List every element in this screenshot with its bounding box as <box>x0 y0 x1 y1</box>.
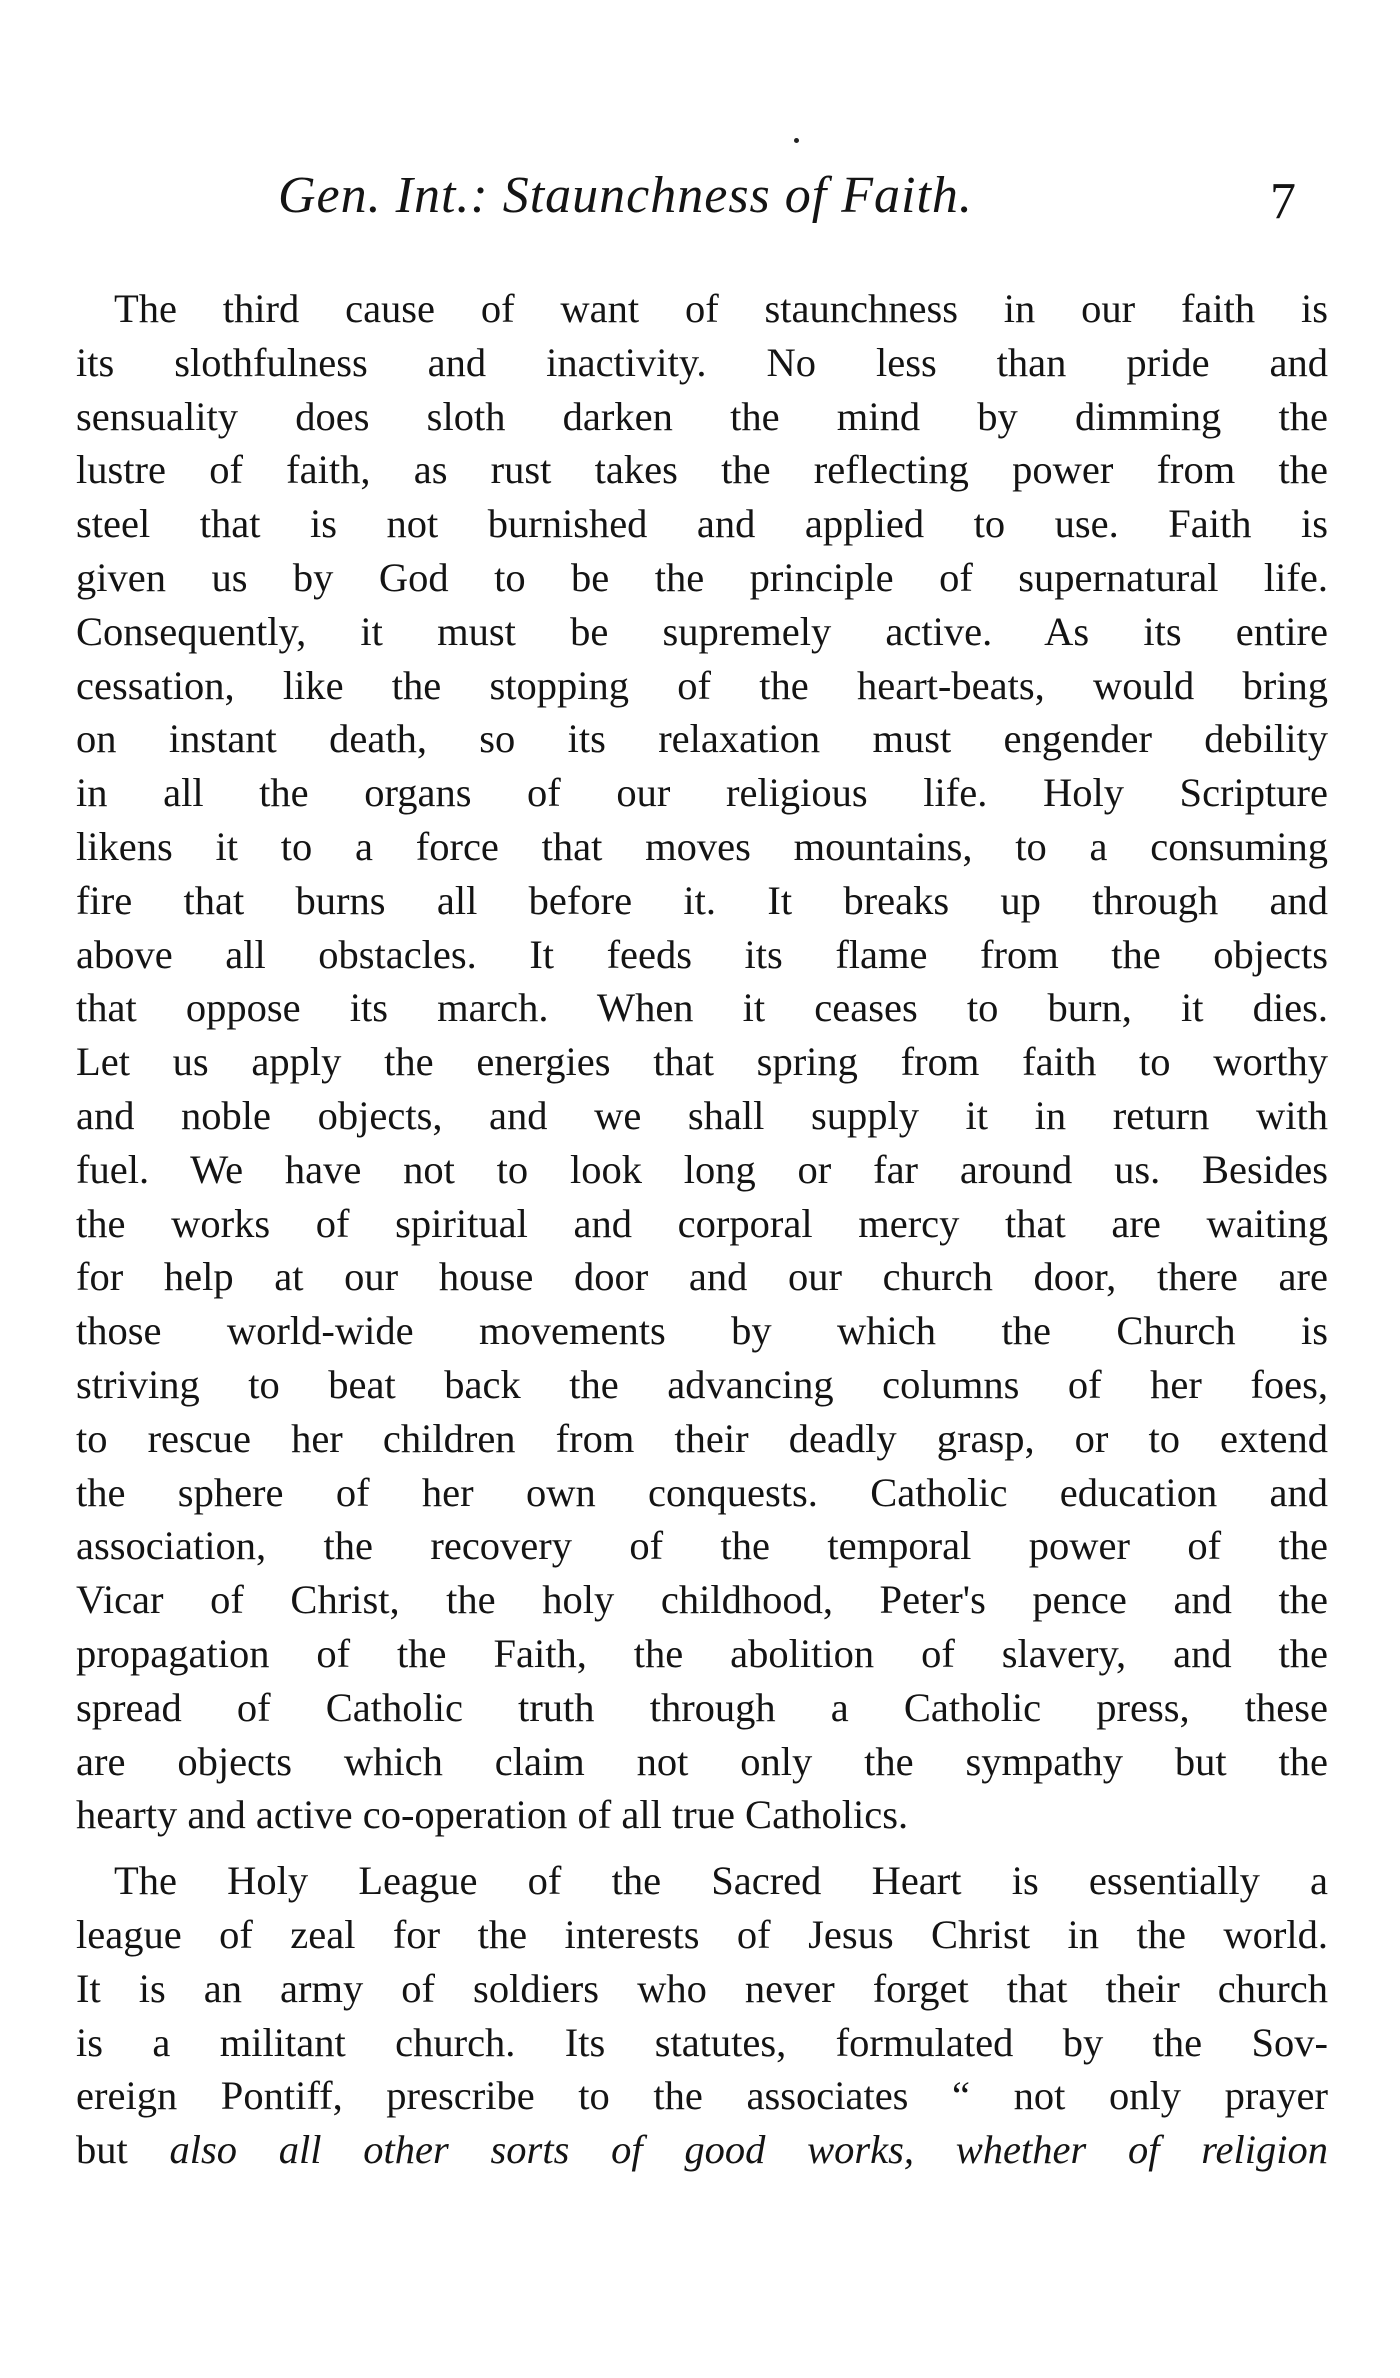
text-line: fuel. We have not to look long or far around us. Besides <box>76 1146 1328 1192</box>
text-line: association, the recovery of the temporal power of the <box>76 1523 1328 1569</box>
text-line: The third cause of want of staunchness in our faith is <box>114 286 1328 331</box>
text-line: spread of Catholic truth through a Catholic press, these <box>76 1684 1328 1730</box>
running-title: Gen. Int.: Staunchness of Faith. <box>278 167 973 224</box>
text-line: given us by God to be the principle of supernatural life. <box>76 554 1328 600</box>
text-line: above all obstacles. It feeds its flame from the objects <box>76 931 1328 977</box>
text-line: to rescue her children from their deadly grasp, or to extend <box>76 1415 1328 1461</box>
text-line: The Holy League of the Sacred Heart is essentially a <box>114 1858 1328 1904</box>
page-number: 7 <box>1270 173 1296 230</box>
print-speck <box>794 138 799 143</box>
text-line: hearty and active co-operation of all true Catholics. <box>76 1792 909 1838</box>
paragraph-gap <box>76 1842 1328 1854</box>
text-line: the sphere of her own conquests. Catholic education and <box>76 1469 1328 1515</box>
text-roman: but <box>76 2127 170 2173</box>
text-line: It is an army of soldiers who never forget that their church <box>76 1965 1328 2011</box>
text-line: steel that is not burnished and applied to use. Faith is <box>76 501 1328 547</box>
text-line: striving to beat back the advancing columns of her foes, <box>76 1361 1328 1407</box>
text-line-mixed <box>76 2123 1328 2177</box>
text-line: league of zeal for the interests of Jesus Christ in the world. <box>76 1911 1328 1957</box>
paragraph-2 <box>76 1854 1328 2177</box>
text-line: in all the organs of our religious life. Holy Scripture <box>76 770 1328 816</box>
text-line: likens it to a force that moves mountains, to a consuming <box>76 823 1328 869</box>
text-line: is a militant church. Its statutes, formulated by the Sov- <box>76 2019 1328 2065</box>
text-line: the works of spiritual and corporal mercy that are waiting <box>76 1200 1328 1246</box>
paragraph-1 <box>76 282 1328 1842</box>
text-line: fire that burns all before it. It breaks up through and <box>76 877 1328 923</box>
text-line: on instant death, so its relaxation must engender debility <box>76 716 1328 762</box>
text-line: sensuality does sloth darken the mind by dimming the <box>76 393 1328 439</box>
text-italic: also all other sorts of good works, whether of religion <box>169 2127 1328 2173</box>
text-line: Let us apply the energies that spring from faith to worthy <box>76 1039 1328 1085</box>
body-text <box>76 282 1328 2177</box>
text-line: Vicar of Christ, the holy childhood, Peter's pence and the <box>76 1577 1328 1623</box>
text-line: propagation of the Faith, the abolition of slavery, and the <box>76 1630 1328 1676</box>
text-line: that oppose its march. When it ceases to burn, it dies. <box>76 985 1328 1031</box>
text-line: for help at our house door and our church door, there are <box>76 1254 1328 1300</box>
text-line: Consequently, it must be supremely active. As its entire <box>76 608 1328 654</box>
text-line: those world-wide movements by which the Church is <box>76 1308 1328 1354</box>
text-line: are objects which claim not only the sympathy but the <box>76 1738 1328 1784</box>
text-line: cessation, like the stopping of the heart-beats, would bring <box>76 662 1328 708</box>
text-line: its slothfulness and inactivity. No less than pride and <box>76 339 1328 385</box>
text-line: lustre of faith, as rust takes the reflecting power from the <box>76 447 1328 493</box>
text-line: and noble objects, and we shall supply it in return with <box>76 1092 1328 1138</box>
running-head <box>0 160 1400 250</box>
text-line: ereign Pontiff, prescribe to the associates “ not only prayer <box>76 2073 1328 2119</box>
